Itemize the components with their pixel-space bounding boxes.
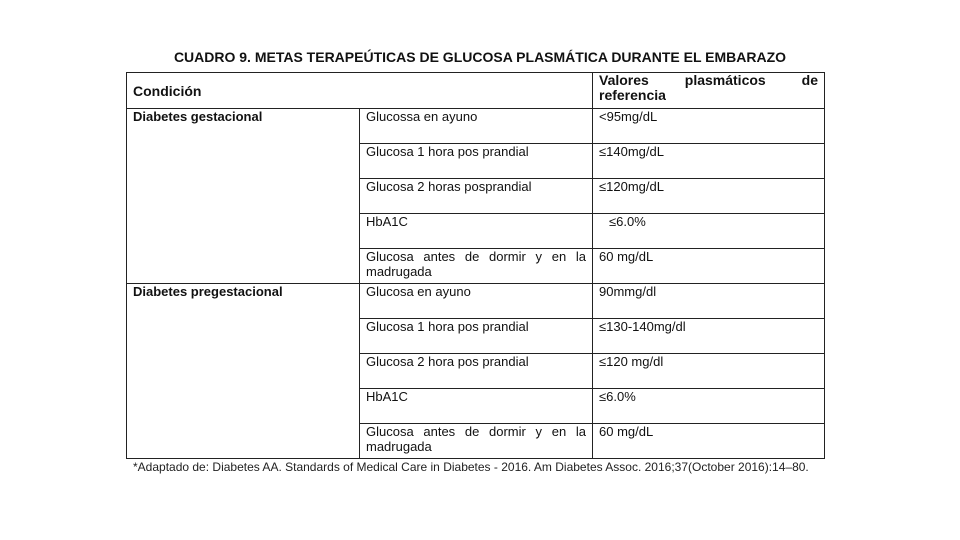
param-cell: HbA1C <box>360 214 593 249</box>
value-cell: 90mmg/dl <box>593 284 825 319</box>
table-row <box>127 109 825 144</box>
param-cell: Glucossa en ayuno <box>360 109 593 144</box>
value-cell: ≤130-140mg/dl <box>593 319 825 354</box>
footnote: *Adaptado de: Diabetes AA. Standards of Medical Care in Diabetes - 2016. Am Diabetes Assoc. 2016;37(October 2016):14–80. <box>133 460 809 474</box>
value-cell: <95mg/dL <box>593 109 825 144</box>
value-cell: ≤120 mg/dl <box>593 354 825 389</box>
glucose-goals-table <box>126 72 825 459</box>
param-cell: Glucosa en ayuno <box>360 284 593 319</box>
param-cell: Glucosa 1 hora pos prandial <box>360 144 593 179</box>
header-valores: Valores plasmáticos de referencia <box>593 73 825 109</box>
condition-gestacional: Diabetes gestacional <box>127 109 360 284</box>
param-cell: Glucosa 2 hora pos prandial <box>360 354 593 389</box>
header-condicion: Condición <box>127 73 593 109</box>
value-cell: ≤6.0% <box>593 389 825 424</box>
param-cell: Glucosa 2 horas posprandial <box>360 179 593 214</box>
table-row <box>127 284 825 319</box>
condition-pregestacional: Diabetes pregestacional <box>127 284 360 459</box>
value-cell: 60 mg/dL <box>593 249 825 284</box>
value-cell: 60 mg/dL <box>593 424 825 459</box>
table-title: CUADRO 9. METAS TERAPEÚTICAS DE GLUCOSA PLASMÁTICA DURANTE EL EMBARAZO <box>173 49 787 65</box>
param-cell: Glucosa antes de dormir y en la madrugada <box>360 249 593 284</box>
table-header-row <box>127 73 825 109</box>
param-cell: Glucosa 1 hora pos prandial <box>360 319 593 354</box>
param-cell: HbA1C <box>360 389 593 424</box>
param-cell: Glucosa antes de dormir y en la madrugada <box>360 424 593 459</box>
value-cell: ≤140mg/dL <box>593 144 825 179</box>
value-cell: ≤6.0% <box>593 214 825 249</box>
value-cell: ≤120mg/dL <box>593 179 825 214</box>
